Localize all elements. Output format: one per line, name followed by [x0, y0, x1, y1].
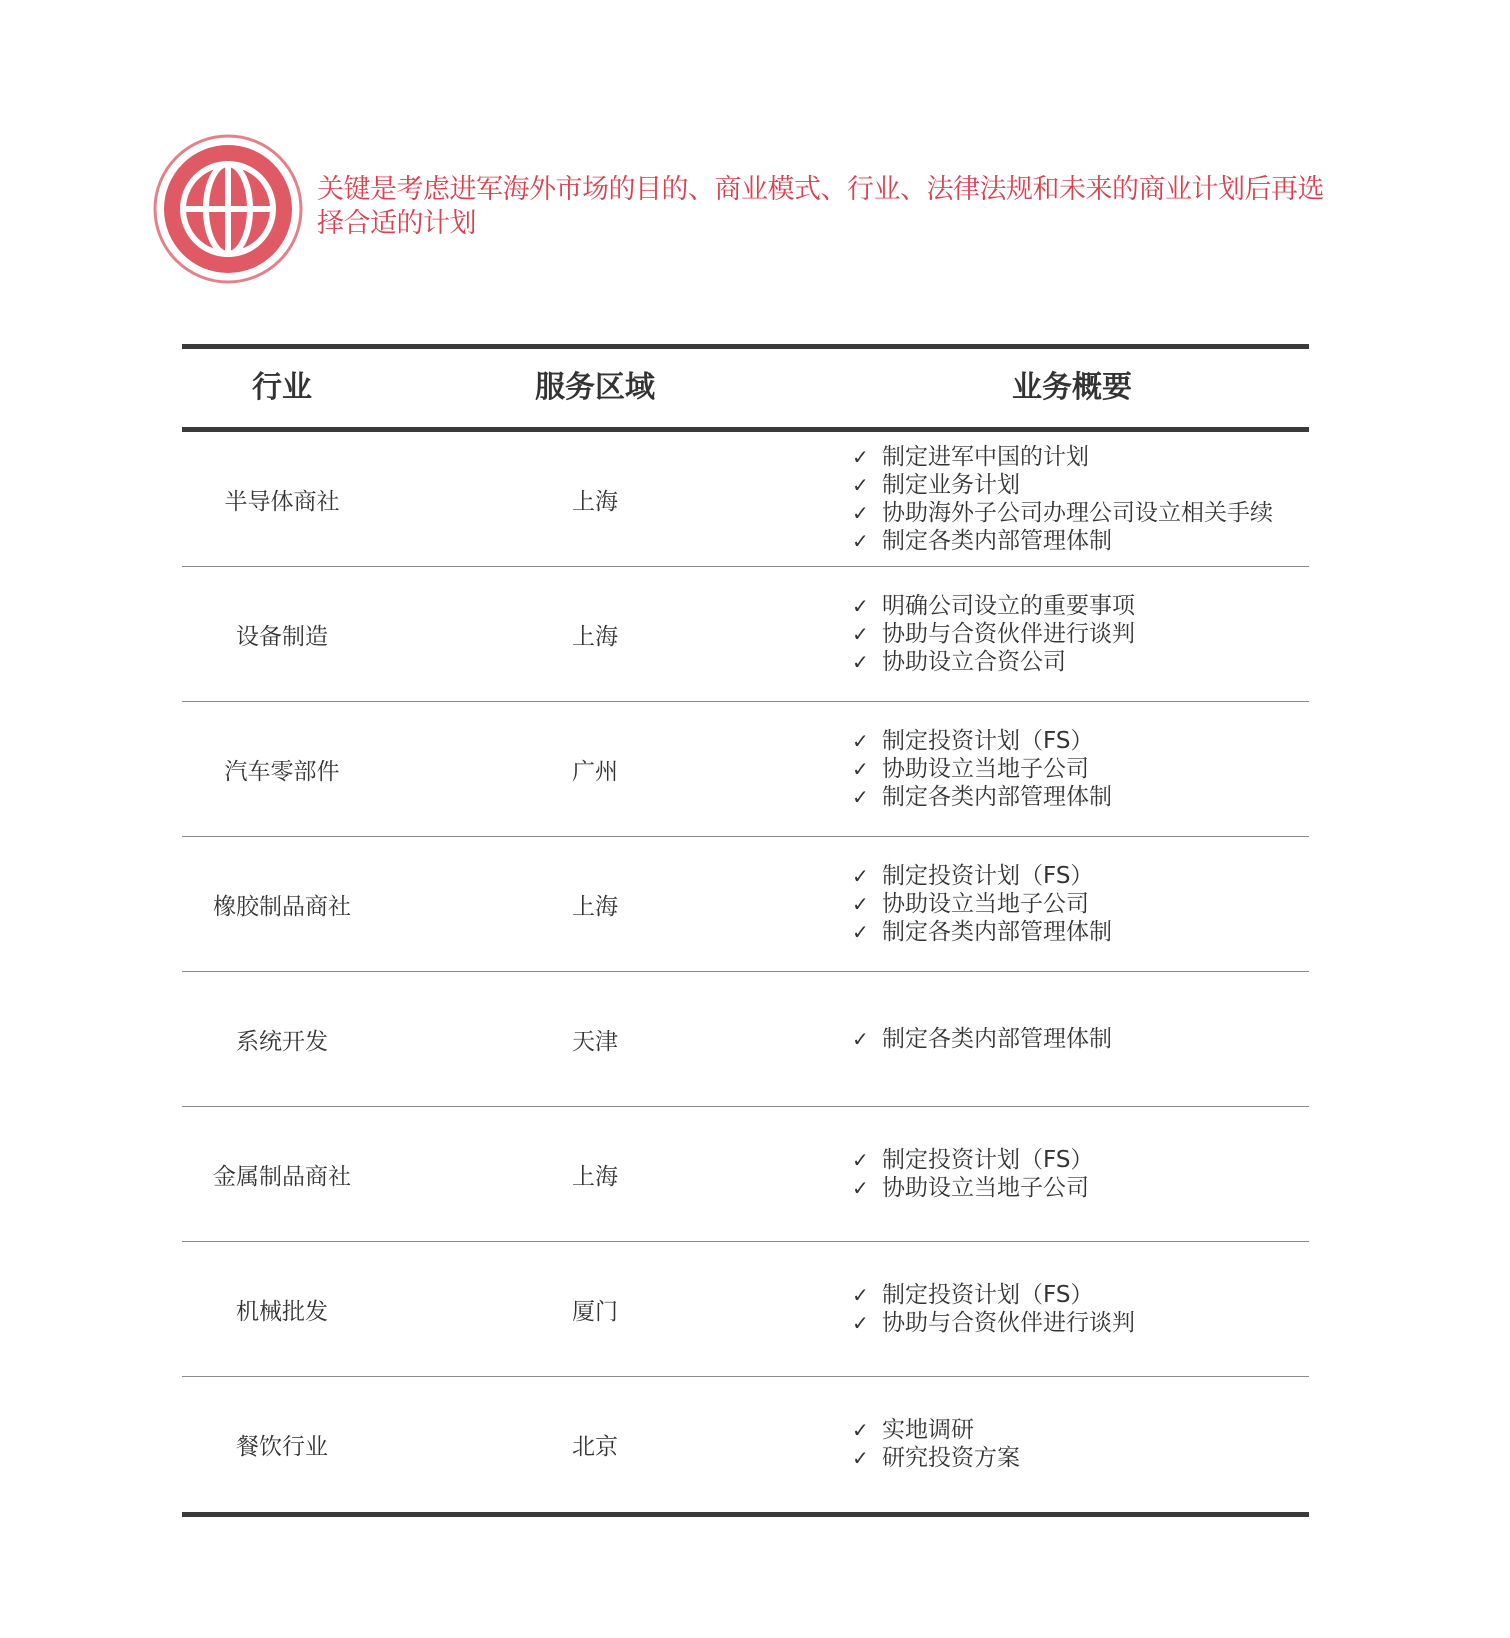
summary-item: [852, 890, 1112, 918]
check-icon: ✓: [852, 622, 869, 646]
summary-item-text: 制定投资计划（FS）: [882, 863, 1094, 889]
summary-item-text: 协助设立当地子公司: [882, 891, 1089, 917]
industry-cell: 机械批发: [236, 1298, 328, 1325]
summary-cell: [852, 1242, 1292, 1376]
summary-cell: [852, 432, 1292, 566]
summary-list: [852, 727, 1112, 811]
column-header-industry: 行业: [252, 370, 312, 405]
summary-list: [852, 592, 1135, 676]
region-cell: 厦门: [572, 1298, 618, 1325]
summary-item: [852, 1025, 1112, 1053]
summary-item: [852, 648, 1135, 676]
industry-cell: 汽车零部件: [224, 758, 340, 785]
summary-cell: [852, 837, 1292, 971]
check-icon: ✓: [852, 785, 869, 809]
summary-item-text: 协助与合资伙伴进行谈判: [882, 1310, 1135, 1336]
check-icon: ✓: [852, 729, 869, 753]
check-icon: ✓: [852, 501, 869, 525]
table-row: [182, 702, 1309, 837]
summary-item-text: 协助设立当地子公司: [882, 1175, 1089, 1201]
summary-item-text: 制定业务计划: [882, 472, 1020, 498]
table-header-row: [182, 349, 1309, 427]
summary-item: [852, 471, 1273, 499]
table-row: [182, 1242, 1309, 1377]
summary-list: [852, 1416, 1020, 1472]
check-icon: ✓: [852, 1176, 869, 1200]
industry-cell: 金属制品商社: [213, 1163, 351, 1190]
summary-list: [852, 1025, 1112, 1053]
check-icon: ✓: [852, 650, 869, 674]
summary-item: [852, 783, 1112, 811]
summary-cell: [852, 972, 1292, 1106]
summary-item: [852, 918, 1112, 946]
summary-item-text: 制定投资计划（FS）: [882, 728, 1094, 754]
summary-item: [852, 1416, 1020, 1444]
summary-item: [852, 527, 1273, 555]
region-cell: 上海: [572, 1163, 618, 1190]
industry-cell: 橡胶制品商社: [213, 893, 351, 920]
check-icon: ✓: [852, 1283, 869, 1307]
region-cell: 广州: [572, 758, 618, 785]
check-icon: ✓: [852, 757, 869, 781]
region-cell: 上海: [572, 488, 618, 515]
table-body: [182, 432, 1309, 1512]
check-icon: ✓: [852, 1148, 869, 1172]
summary-cell: [852, 567, 1292, 701]
table-row: [182, 1107, 1309, 1242]
column-header-region: 服务区域: [535, 370, 655, 405]
region-cell: 上海: [572, 893, 618, 920]
industry-cell: 系统开发: [236, 1028, 328, 1055]
table-row: [182, 1377, 1309, 1512]
industry-cell: 餐饮行业: [236, 1433, 328, 1460]
summary-item-text: 协助设立当地子公司: [882, 756, 1089, 782]
table-row: [182, 567, 1309, 702]
summary-item: [852, 499, 1273, 527]
summary-item: [852, 1281, 1135, 1309]
table-bottom-rule: [182, 1512, 1309, 1517]
summary-list: [852, 443, 1273, 555]
check-icon: ✓: [852, 473, 869, 497]
summary-item-text: 制定投资计划（FS）: [882, 1282, 1094, 1308]
summary-item: [852, 727, 1112, 755]
summary-item: [852, 1174, 1093, 1202]
summary-item: [852, 862, 1112, 890]
service-table: [182, 344, 1309, 1517]
check-icon: ✓: [852, 920, 869, 944]
summary-item: [852, 443, 1273, 471]
summary-item-text: 实地调研: [882, 1417, 974, 1443]
summary-item: [852, 1146, 1093, 1174]
column-header-summary: 业务概要: [1012, 370, 1132, 405]
check-icon: ✓: [852, 529, 869, 553]
summary-item-text: 制定各类内部管理体制: [882, 528, 1112, 554]
check-icon: ✓: [852, 1446, 869, 1470]
check-icon: ✓: [852, 1027, 869, 1051]
region-cell: 上海: [572, 623, 618, 650]
summary-item-text: 明确公司设立的重要事项: [882, 593, 1135, 619]
globe-icon: [152, 133, 304, 285]
summary-item: [852, 1444, 1020, 1472]
industry-cell: 半导体商社: [224, 488, 340, 515]
table-row: [182, 972, 1309, 1107]
region-cell: 北京: [572, 1433, 618, 1460]
summary-item-text: 协助设立合资公司: [882, 649, 1066, 675]
check-icon: ✓: [852, 1311, 869, 1335]
summary-item: [852, 755, 1112, 783]
region-cell: 天津: [572, 1028, 618, 1055]
headline: 关键是考虑进军海外市场的目的、商业模式、行业、法律法规和未来的商业计划后再选择合适的计划: [317, 174, 1324, 239]
summary-item: [852, 620, 1135, 648]
check-icon: ✓: [852, 445, 869, 469]
summary-item: [852, 592, 1135, 620]
check-icon: ✓: [852, 864, 869, 888]
summary-list: [852, 1281, 1135, 1337]
check-icon: ✓: [852, 892, 869, 916]
summary-cell: [852, 1107, 1292, 1241]
summary-item-text: 制定各类内部管理体制: [882, 919, 1112, 945]
summary-item-text: 协助与合资伙伴进行谈判: [882, 621, 1135, 647]
summary-cell: [852, 1377, 1292, 1511]
check-icon: ✓: [852, 1418, 869, 1442]
summary-item-text: 研究投资方案: [882, 1445, 1020, 1471]
summary-item-text: 制定各类内部管理体制: [882, 784, 1112, 810]
table-row: [182, 837, 1309, 972]
summary-item-text: 制定进军中国的计划: [882, 444, 1089, 470]
check-icon: ✓: [852, 594, 869, 618]
summary-cell: [852, 702, 1292, 836]
table-row: [182, 432, 1309, 567]
industry-cell: 设备制造: [236, 623, 328, 650]
summary-item: [852, 1309, 1135, 1337]
summary-item-text: 制定投资计划（FS）: [882, 1147, 1094, 1173]
summary-list: [852, 1146, 1093, 1202]
header: [152, 133, 1352, 283]
summary-item-text: 协助海外子公司办理公司设立相关手续: [882, 500, 1273, 526]
summary-list: [852, 862, 1112, 946]
summary-item-text: 制定各类内部管理体制: [882, 1026, 1112, 1052]
